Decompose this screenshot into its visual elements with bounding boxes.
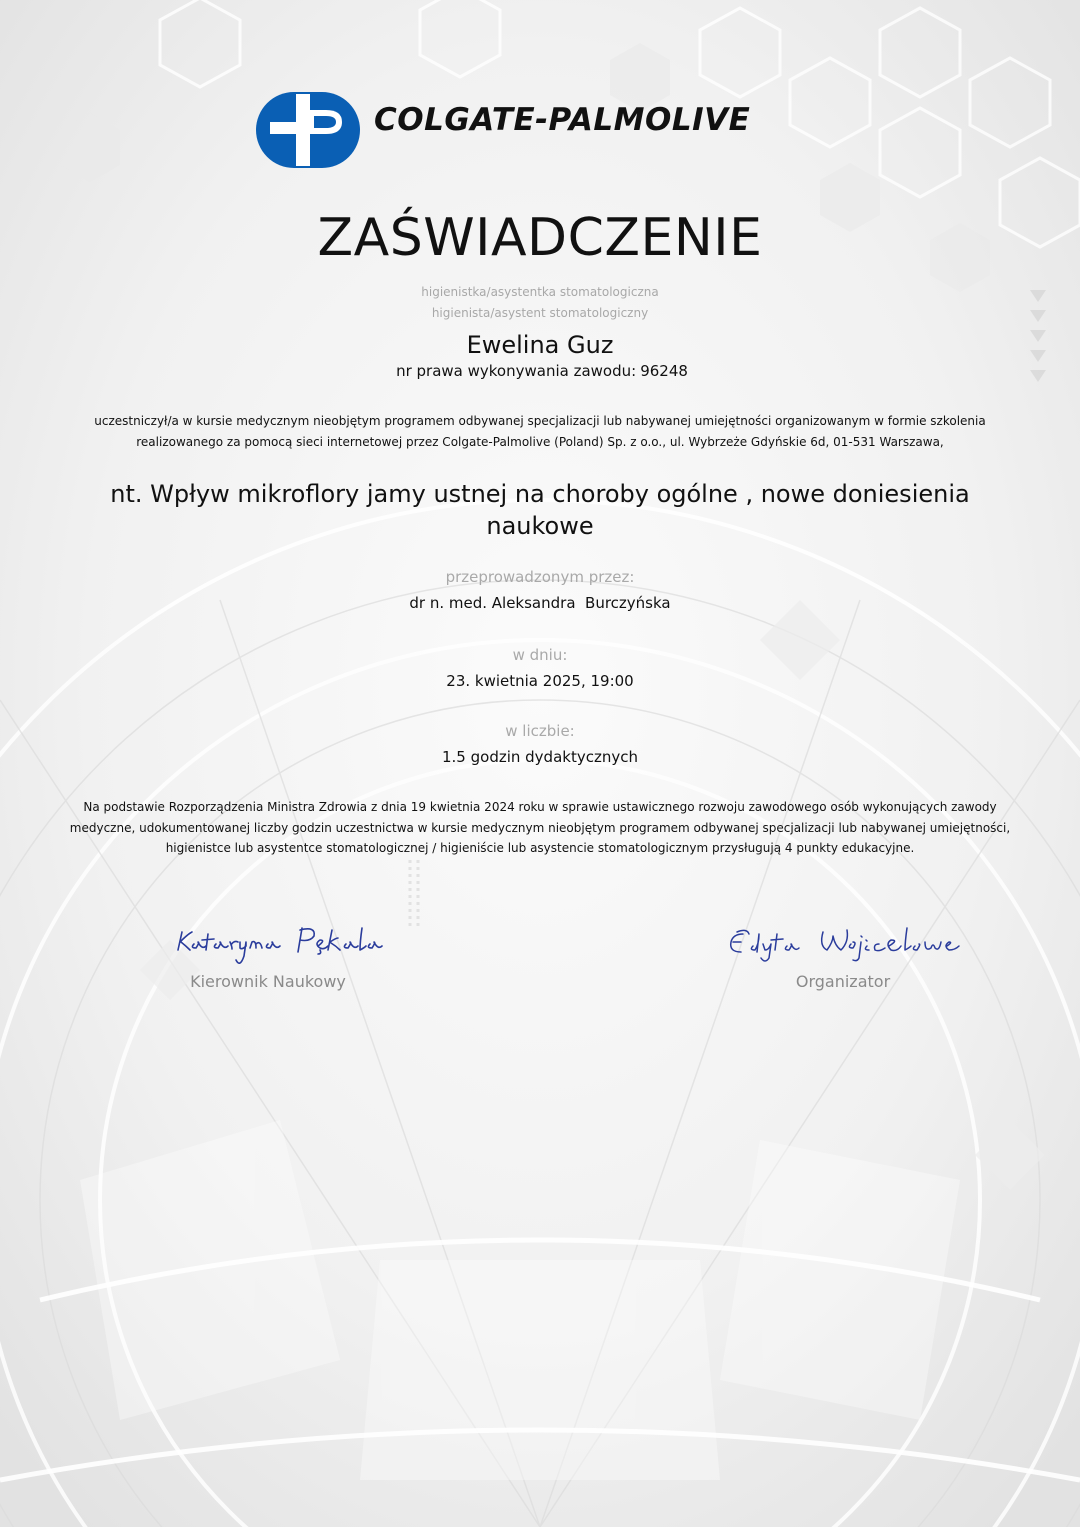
license-number: 96248 bbox=[640, 362, 688, 380]
intro-text: uczestniczył/a w kursie medycznym nieobjętym programem odbywanej specjalizacji lub nabywanej umiejętności organizowanym w formie szkolenia realizowanego za pomocą sieci internetowej przez Colgate-Palmolive (Poland) Sp. z o.o., ul. Wybrzeże Gdyńskie 6d, 01-531 Warszawa, bbox=[94, 414, 986, 449]
conducted-by: dr n. med. Aleksandra Burczyńska bbox=[409, 594, 671, 612]
course-topic: nt. Wpływ mikroflory jamy ustnej na choroby ogólne , nowe doniesienia naukowe bbox=[110, 480, 970, 540]
signature-block-scientific-head bbox=[128, 912, 408, 992]
signature-katarzyna-pekala bbox=[128, 912, 408, 972]
hours-label: w liczbie: bbox=[505, 722, 575, 740]
participant-name: Ewelina Guz bbox=[466, 331, 614, 359]
license-label: nr prawa wykonywania zawodu: bbox=[396, 362, 637, 380]
signature-caption-left: Kierownik Naukowy bbox=[190, 972, 346, 991]
license-line bbox=[0, 362, 1080, 380]
role-male: higienista/asystent stomatologiczny bbox=[431, 306, 649, 320]
conducted-by-label: przeprowadzonym przez: bbox=[445, 568, 635, 586]
date-label: w dniu: bbox=[512, 646, 568, 664]
course-hours: 1.5 godzin dydaktycznych bbox=[442, 748, 638, 766]
colgate-palmolive-logo-icon bbox=[256, 92, 360, 168]
signature-caption-right: Organizator bbox=[795, 972, 891, 991]
signature-block-organizer bbox=[703, 912, 983, 992]
certificate-title: ZAŚWIADCZENIE bbox=[317, 208, 763, 268]
role-female: higienistka/asystentka stomatologiczna bbox=[421, 285, 659, 299]
legal-basis-text: Na podstawie Rozporządzenia Ministra Zdrowia z dnia 19 kwietnia 2024 roku w sprawie ustawicznego rozwoju zawodowego osób wykonujących zawody medyczne, udokumentowanej liczby godzin uczestnictwa w kursie medycznym nieobjętym programem odbywanej specjalizacji lub nabywanej umiejętności, higienistce lub asystentce stomatologicznej / higieniście lub asystencie stomatologicznym przysługują 4 punkty edukacyjne. bbox=[69, 800, 1011, 855]
company-logo bbox=[256, 92, 836, 172]
signature-edyta-wojciechowska bbox=[703, 912, 983, 972]
company-name: COLGATE-PALMOLIVE bbox=[374, 102, 751, 138]
course-date: 23. kwietnia 2025, 19:00 bbox=[446, 672, 634, 690]
